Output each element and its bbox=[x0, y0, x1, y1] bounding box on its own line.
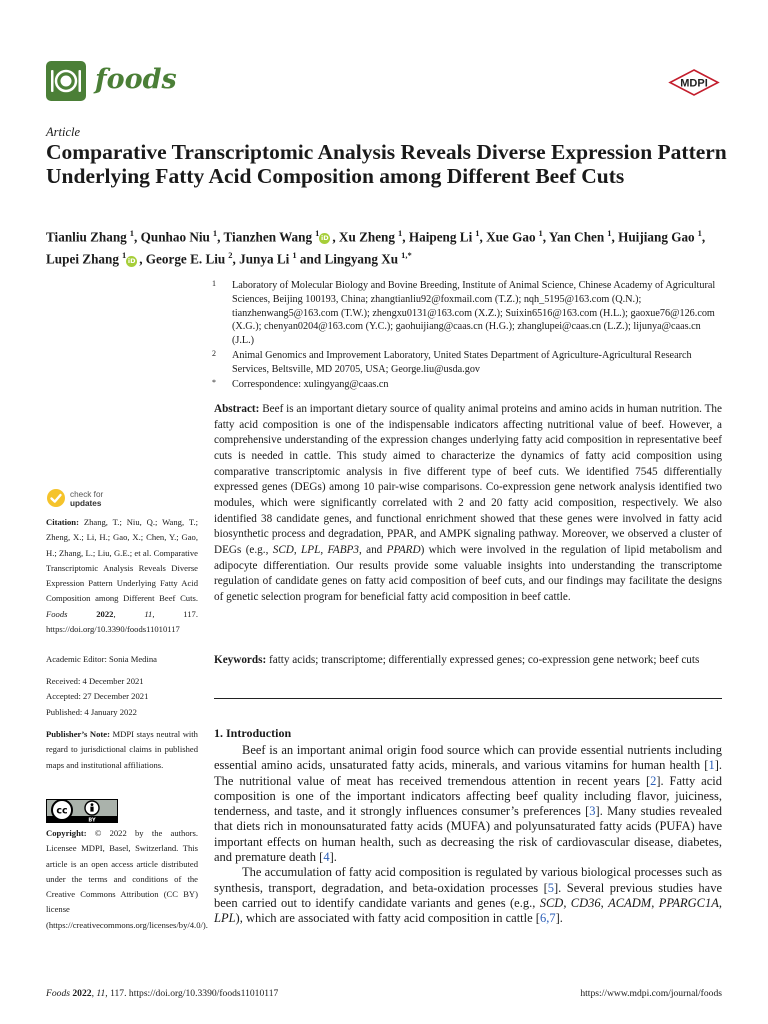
author-affiliation-mark: 1 bbox=[475, 228, 480, 238]
citation-doi-link[interactable]: , 117. https://doi.org/10.3390/foods11010117 bbox=[46, 608, 198, 635]
published-date: Published: 4 January 2022 bbox=[46, 706, 137, 717]
author-name: Haipeng Li bbox=[408, 229, 473, 245]
author-name: Tianliu Zhang bbox=[46, 229, 127, 245]
orcid-icon[interactable]: iD bbox=[127, 256, 136, 265]
check-for-updates-text bbox=[70, 490, 103, 508]
citation-block bbox=[46, 515, 198, 637]
citation-text: Zhang, T.; Niu, Q.; Wang, T.; Zheng, X.; Li, H.; Gao, X.; Chen, Y.; Gao, H.; Zhang, L.; Liu, G.E.; et al. Comparative Transcriptomic Analysis Reveals Diverse Expression Pattern Underlying Fatty Acid Composition among Different Beef Cuts. bbox=[46, 517, 198, 604]
author-separator: , bbox=[479, 229, 487, 245]
body-text: ]. Many studies revealed that diets rich in monounsaturated fatty acids (MUFA) and polyunsaturated fatty acids (PUFA) have important effects on human health, such as decreasing the risk of cardiovascular disease, diabetes, and premature death [ bbox=[214, 804, 722, 865]
svg-text:MDPI: MDPI bbox=[680, 77, 708, 90]
reference-link[interactable]: 6 bbox=[539, 911, 547, 926]
reference-link[interactable]: 2 bbox=[650, 773, 657, 788]
author-separator: , bbox=[542, 229, 549, 245]
body-text: ]. Fatty acid composition is one of the important indicators affecting beef quality including flavor, juiciness, tenderness, and taste, and it strongly influences consumer’s preferences [ bbox=[214, 773, 722, 819]
check-for-updates-button[interactable] bbox=[46, 488, 146, 512]
check-for-updates-icon bbox=[46, 488, 66, 508]
author-name: Lupei Zhang bbox=[46, 251, 119, 267]
reference-link[interactable]: 5 bbox=[547, 880, 554, 895]
keywords-text: fatty acids; transcriptome; differentially expressed genes; co-expression gene network; beef cuts bbox=[266, 654, 700, 666]
footer-citation bbox=[46, 988, 278, 999]
affiliation-item bbox=[212, 378, 722, 392]
author-list bbox=[46, 224, 736, 269]
introduction-body bbox=[214, 743, 722, 927]
keywords bbox=[214, 653, 722, 669]
body-text: ]. The nutritional value of meat has received tremendous attention in recent years [ bbox=[214, 758, 722, 788]
author-affiliation-mark: 1 bbox=[607, 228, 612, 238]
cc-by-license-icon[interactable] bbox=[46, 799, 118, 823]
body-text: ]. bbox=[555, 911, 563, 926]
author-affiliation-mark: 1,* bbox=[401, 250, 412, 261]
abstract-text: ) which were involved in the regulation of lipid metabolism and adipocyte differentiation. Our results provide some valuable insights into understanding the transcriptome regulation of candidate genes on fatty acid composition of beef cuts, and our findings may facilitate the designs of genetic selection program for beneficial fatty acid composition in beef cattle. bbox=[214, 543, 722, 603]
reference-link[interactable]: 3 bbox=[589, 804, 596, 819]
author-name: Qunhao Niu bbox=[140, 229, 210, 245]
footer-journal-url[interactable]: https://www.mdpi.com/journal/foods bbox=[580, 988, 722, 999]
publisher-note-text: MDPI stays neutral with regard to jurisdictional claims in published maps and institutional affiliations. bbox=[46, 729, 198, 770]
orcid-icon[interactable]: iD bbox=[321, 234, 329, 243]
author-separator: , bbox=[402, 229, 409, 245]
gene-name: PPARD bbox=[386, 543, 421, 556]
reference-separator: , bbox=[546, 911, 550, 926]
author-affiliation-mark: 1 bbox=[697, 228, 702, 238]
reference-link[interactable]: 4 bbox=[323, 850, 330, 865]
body-text: , bbox=[600, 895, 609, 910]
body-text: ]. bbox=[329, 850, 337, 865]
body-text: ]. Several previous studies have been carried out to identify candidate variants and genes (e.g., bbox=[214, 880, 722, 910]
affiliation-mark: 1 bbox=[212, 279, 216, 288]
affiliation-text: Laboratory of Molecular Biology and Bovine Breeding, Institute of Animal Science, Chinese Academy of Agricultural Sciences, Beijing 100193, China; zhangtianliu92@foxmail.com (T.Z.); nqh_5195@163.com (Q.N.); tianzhenwang5@163.com (T.W.); zhengxu0131@163.com (X.Z.); Suixin6516@163.com (H.L.); gaoxue76@126.com (X.G.); chenyan0204@163.com (Y.C.); gaohuijiang@caas.cn (H.G.); zhanglupei@caas.cn (L.Z.); lijunya@caas.cn (J.L.) bbox=[232, 280, 716, 347]
author-separator: , bbox=[134, 229, 141, 245]
author-affiliation-mark: 2 bbox=[228, 250, 233, 261]
journal-name: foods bbox=[95, 64, 177, 95]
svg-text:cc: cc bbox=[56, 805, 68, 817]
copyright-label: Copyright: bbox=[46, 828, 87, 838]
author-separator: , bbox=[701, 229, 706, 245]
abstract-label: Abstract: bbox=[214, 403, 260, 415]
body-text: ), which are associated with fatty acid composition in cattle [ bbox=[235, 911, 540, 926]
keywords-label: Keywords: bbox=[214, 654, 267, 666]
abstract-text: , and bbox=[358, 543, 387, 556]
author-separator: , bbox=[217, 229, 224, 245]
foods-logo-icon bbox=[46, 61, 86, 101]
affiliation-mark: * bbox=[212, 377, 216, 387]
gene-name: SCD bbox=[272, 543, 294, 556]
gene-name: LPL bbox=[214, 911, 236, 926]
paper-title: Comparative Transcriptomic Analysis Reveals Diverse Expression Pattern Underlying Fatty Acid Composition among Different Beef Cuts bbox=[46, 140, 727, 188]
academic-editor: Academic Editor: Sonia Medina bbox=[46, 654, 157, 664]
citation-text: , bbox=[113, 608, 145, 619]
affiliations bbox=[212, 279, 722, 391]
author-name: Yan Chen bbox=[548, 229, 605, 245]
author-name: Lingyang Xu bbox=[324, 251, 399, 267]
author-separator: , bbox=[232, 251, 240, 267]
citation-label: Citation: bbox=[46, 517, 79, 527]
body-text: Beef is an important animal origin food source which can provide essential nutrients including essential amino acids, unsaturated fatty acids, minerals, and various vitamins for human health [ bbox=[214, 743, 722, 773]
author-name: George E. Liu bbox=[145, 251, 226, 267]
author-name: Xu Zheng bbox=[338, 229, 395, 245]
gene-name: SCD bbox=[539, 895, 564, 910]
citation-year: 2022 bbox=[67, 608, 114, 619]
author-name: Huijiang Gao bbox=[618, 229, 695, 245]
footer-text: , bbox=[91, 988, 97, 999]
affiliation-item bbox=[212, 349, 722, 377]
mdpi-logo bbox=[668, 69, 720, 96]
citation-volume: 11 bbox=[144, 608, 153, 619]
gene-name: LPL bbox=[301, 543, 321, 556]
copyright-text: © 2022 by the authors. Licensee MDPI, Basel, Switzerland. This article is an open access article distributed under the terms and conditions of the Creative Commons Attribution (CC BY) license (https://creativecommons.org/licenses/by/4.0/). bbox=[46, 828, 208, 930]
body-text: The accumulation of fatty acid composition is regulated by various biological processes such as synthesis, transport, degradation, and beta-oxidation processes [ bbox=[214, 865, 722, 895]
footer-doi-link[interactable]: , 117. https://doi.org/10.3390/foods11010117 bbox=[105, 988, 279, 999]
publication-dates bbox=[46, 674, 198, 720]
author-name: Xue Gao bbox=[486, 229, 536, 245]
body-text: , bbox=[718, 895, 723, 910]
paragraph bbox=[214, 865, 722, 926]
author-affiliation-mark: 1 bbox=[315, 228, 320, 238]
author-separator: , bbox=[332, 229, 339, 245]
body-text: , bbox=[651, 895, 659, 910]
author-name: Junya Li bbox=[239, 251, 290, 267]
check-for-updates-line1: check for bbox=[70, 490, 104, 499]
author-affiliation-mark: 1 bbox=[121, 250, 127, 261]
svg-text:BY: BY bbox=[88, 817, 96, 823]
gene-name: FABP3 bbox=[327, 543, 359, 556]
author-affiliation-mark: 1 bbox=[129, 228, 135, 238]
publisher-note-label: Publisher’s Note: bbox=[46, 729, 110, 739]
affiliation-mark: 2 bbox=[212, 348, 216, 358]
body-text: , bbox=[563, 895, 571, 910]
citation-journal: Foods bbox=[46, 608, 68, 619]
gene-name: PPARGC1A bbox=[658, 895, 719, 910]
footer-journal: Foods bbox=[46, 988, 70, 999]
received-date: Received: 4 December 2021 bbox=[46, 676, 144, 686]
author-separator: and bbox=[296, 251, 325, 267]
paragraph bbox=[214, 743, 722, 865]
gene-name: ACADM bbox=[608, 895, 652, 910]
affiliation-text: Correspondence: xulingyang@caas.cn bbox=[232, 378, 389, 390]
reference-link[interactable]: 1 bbox=[708, 758, 715, 773]
author-affiliation-mark: 1 bbox=[212, 228, 218, 238]
gene-name: CD36 bbox=[570, 895, 601, 910]
abstract-text: , bbox=[320, 543, 328, 556]
footer-volume: 11 bbox=[96, 988, 106, 999]
affiliation-item bbox=[212, 279, 722, 348]
author-separator: , bbox=[139, 251, 146, 267]
accepted-date: Accepted: 27 December 2021 bbox=[46, 691, 149, 702]
abstract-text: , bbox=[293, 543, 302, 556]
author-affiliation-mark: 1 bbox=[292, 250, 297, 261]
author-name: Tianzhen Wang bbox=[223, 229, 313, 245]
publisher-note bbox=[46, 727, 198, 773]
author-affiliation-mark: 1 bbox=[398, 228, 403, 238]
abstract bbox=[214, 402, 722, 606]
abstract-text: Beef is an important dietary source of quality animal proteins and amino acids in human nutrition. The fatty acid composition is one of the indispensable indicators affecting nutritional value of beef. However, a comprehensive understanding of the expression changes underlying fatty acid composition in representative beef cuts is needed in cattle. This study aimed to characterize the dynamics of fatty acid composition using comparative transcriptomic analysis in five different type of beef cuts. We identified 7545 differentially expressed genes (DEGs) among 10 pair-wise comparisons. Co-expression gene network analysis identified two modules, which were significantly correlated with 2 and 20 fatty acid composition, respectively. We also identified 38 candidate genes, and functional enrichment showed that these genes were involved in fatty acid biosynthetic process and degradation, PPAR, and AMPK signaling pathway. Moreover, we observed a cluster of DEGs (e.g., bbox=[214, 403, 722, 556]
reference-link[interactable]: 7 bbox=[549, 911, 556, 926]
section-heading-introduction: 1. Introduction bbox=[214, 726, 292, 740]
article-type: Article bbox=[46, 125, 81, 139]
author-affiliation-mark: 1 bbox=[538, 228, 543, 238]
check-for-updates-line2: updates bbox=[70, 499, 102, 508]
author-separator: , bbox=[611, 229, 619, 245]
affiliation-text: Animal Genomics and Improvement Laboratory, United States Department of Agriculture-Agricultural Research Services, Beltsville, MD 20705, USA; George.liu@usda.gov bbox=[232, 349, 692, 375]
divider bbox=[214, 698, 722, 699]
footer-year: 2022 bbox=[69, 988, 92, 999]
copyright-block bbox=[46, 826, 208, 933]
